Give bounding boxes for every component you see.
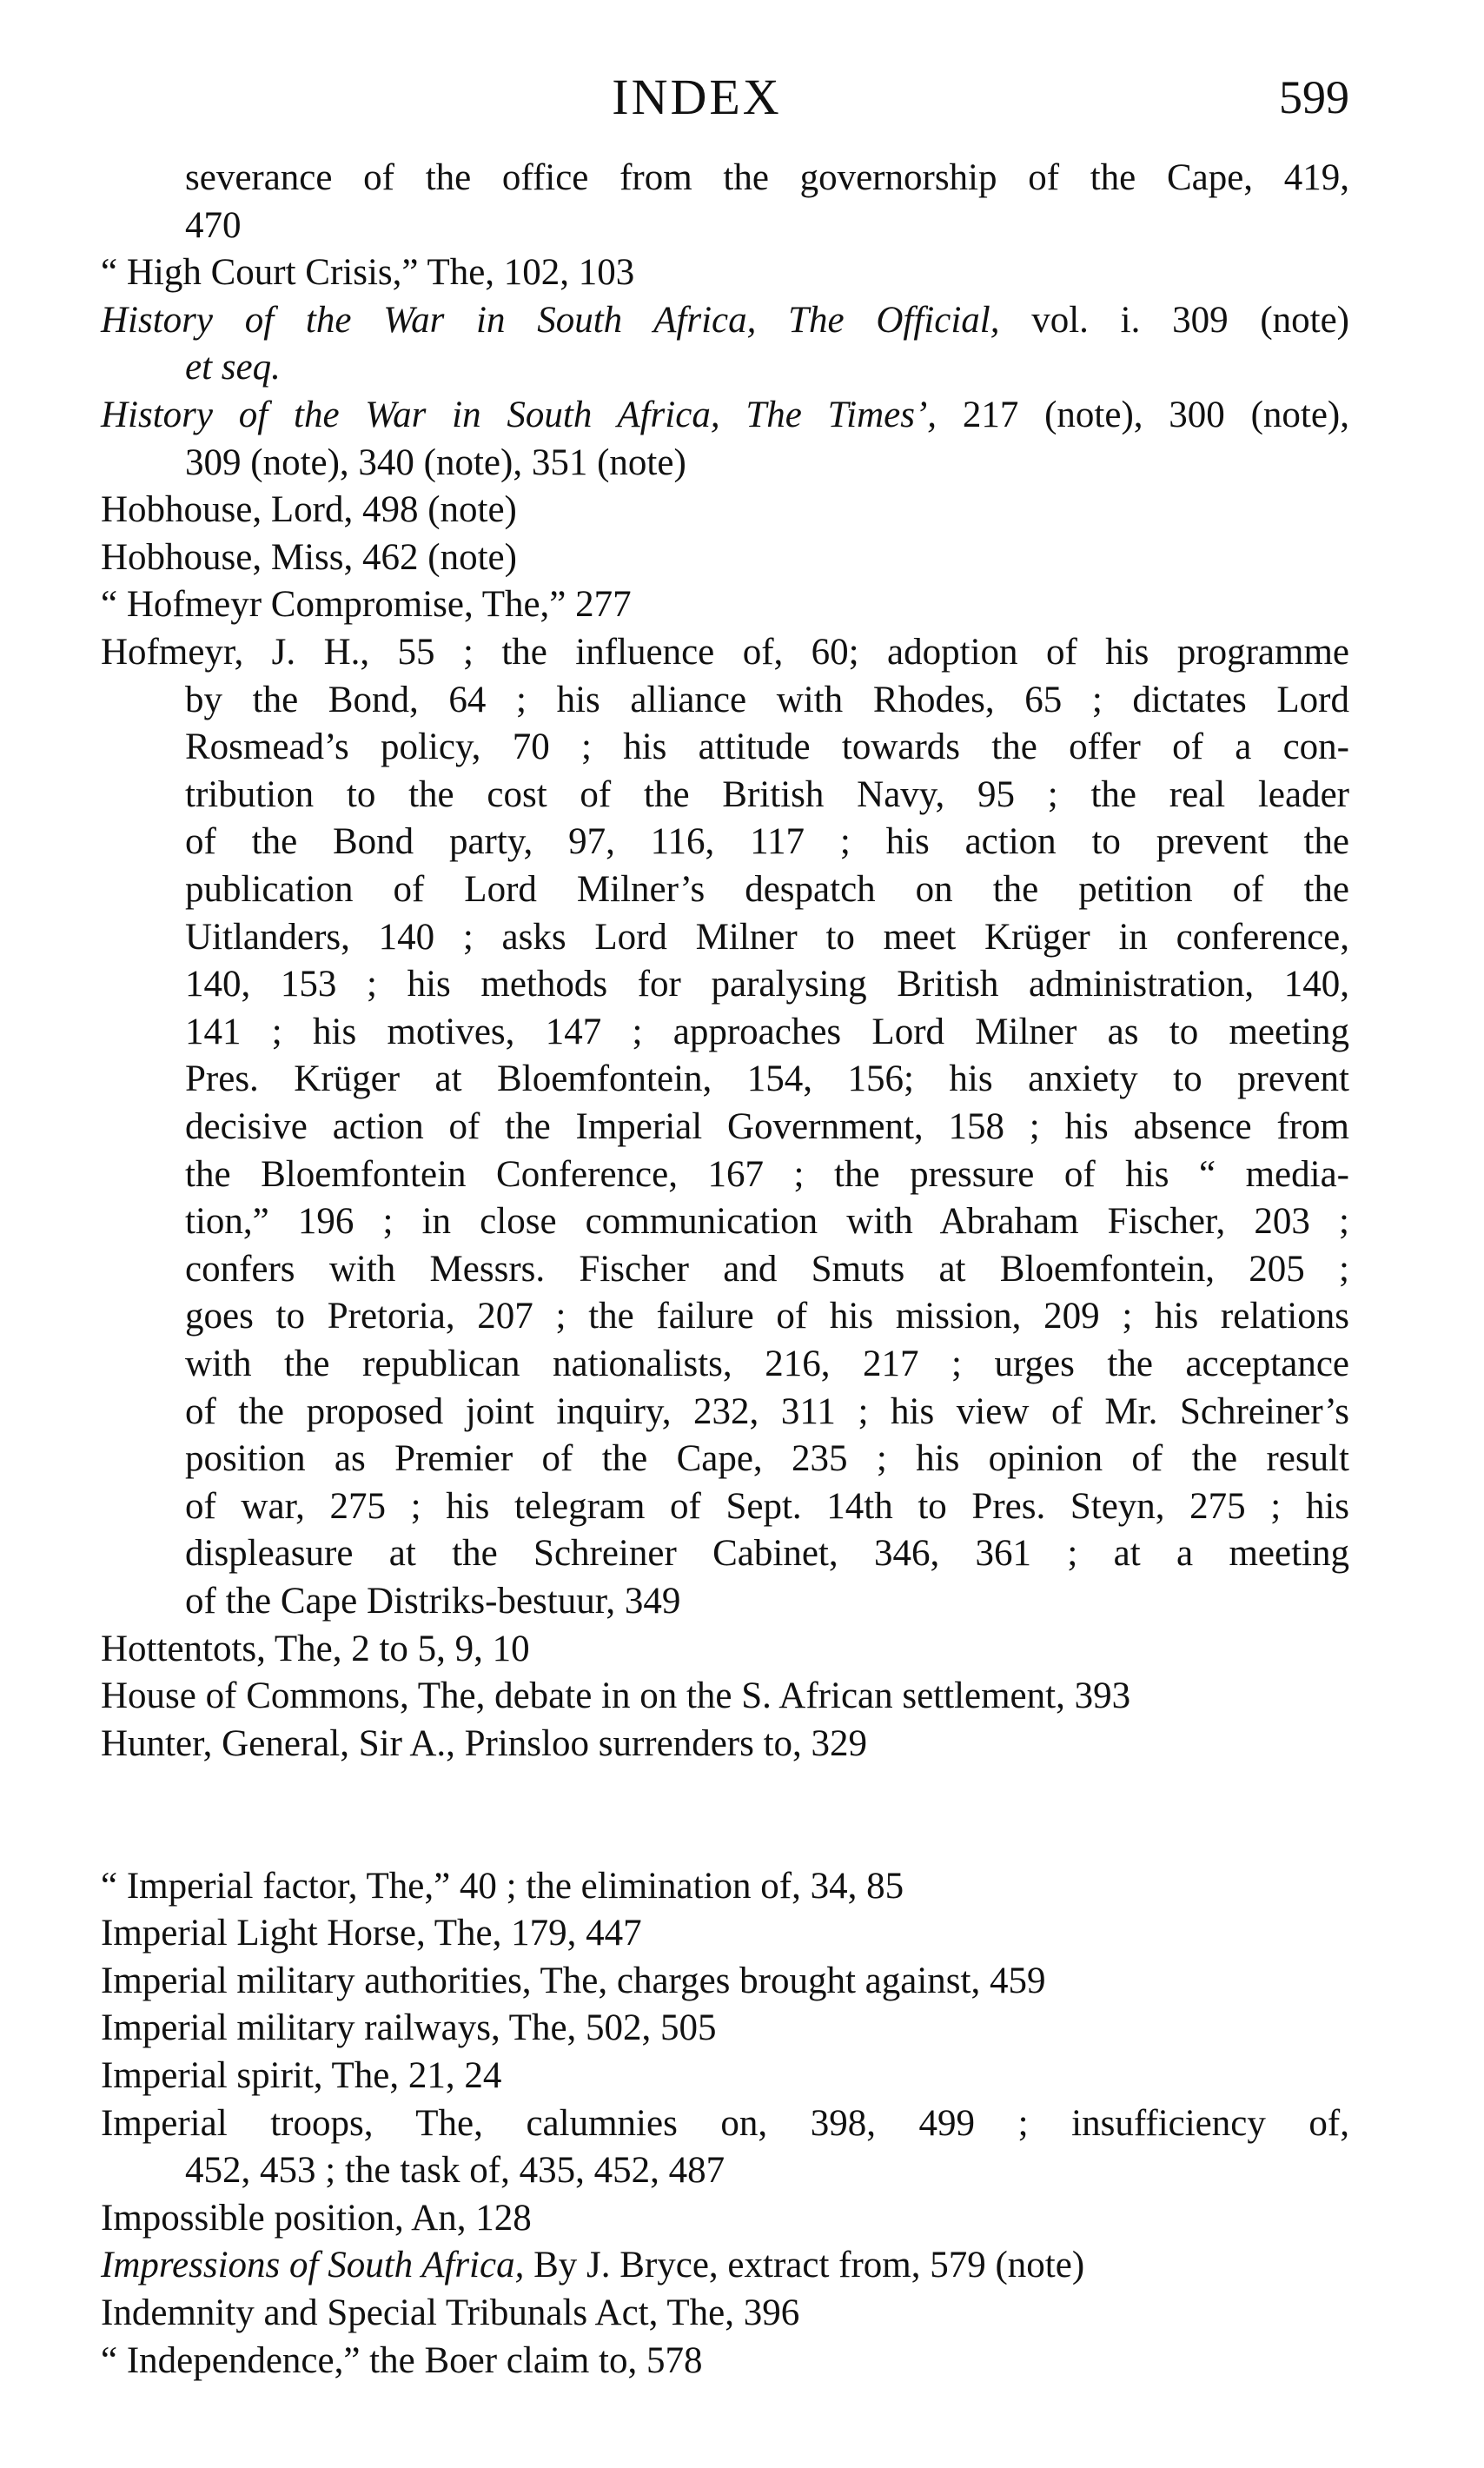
entry-text: by the Bond, 64 ; his alliance with Rhodes, 65 ; dictates Lord — [185, 679, 1349, 720]
entry-text: Indemnity and Special Tribunals Act, The, 396 — [101, 2292, 800, 2333]
work-title: History of the War in South Africa, The Times’, — [101, 395, 937, 435]
index-entry — [101, 1910, 642, 1958]
index-entry-continuation — [185, 202, 242, 250]
index-entry — [101, 392, 1349, 440]
entry-text: Hunter, General, Sir A., Prinsloo surrenders to, 329 — [101, 1722, 868, 1764]
index-entry-continuation — [185, 1246, 1349, 1294]
index-entry — [101, 534, 517, 582]
index-entry-continuation — [185, 1341, 1349, 1389]
index-entry-continuation — [185, 344, 281, 392]
entry-text: 452, 453 ; the task of, 435, 452, 487 — [185, 2150, 725, 2192]
entry-text: Imperial Light Horse, The, 179, 447 — [101, 1913, 642, 1954]
entry-text: goes to Pretoria, 207 ; the failure of his mission, 209 ; his relations — [185, 1296, 1349, 1337]
entry-text: publication of Lord Milner’s despatch on the petition of the — [185, 869, 1349, 910]
index-entry-continuation — [185, 1104, 1349, 1151]
index-entry — [101, 1626, 530, 1674]
index-entry — [101, 1721, 867, 1768]
index-entry-continuation — [185, 866, 1349, 914]
index-entry-continuation — [185, 677, 1349, 725]
index-entry-continuation — [185, 1009, 1349, 1057]
entry-text: Uitlanders, 140 ; asks Lord Milner to meet Krüger in conference, — [185, 916, 1349, 958]
entry-text: decisive action of the Imperial Government, 158 ; his absence from — [185, 1106, 1349, 1147]
work-title: et seq. — [185, 347, 281, 388]
index-entry-continuation — [185, 440, 686, 488]
index-entry-continuation — [185, 1198, 1349, 1246]
entry-text: 217 (note), 300 (note), — [937, 395, 1349, 435]
entry-text: House of Commons, The, debate in on the S. African settlement, 393 — [101, 1675, 1131, 1717]
entry-text: Impossible position, An, 128 — [101, 2197, 532, 2239]
entry-text: By J. Bryce, extract from, 579 (note) — [524, 2245, 1085, 2286]
entry-text: Imperial military authorities, The, charges brought against, 459 — [101, 1960, 1046, 2001]
index-entry-continuation — [185, 1151, 1349, 1199]
entry-text: displeasure at the Schreiner Cabinet, 346, 361 ; at a meeting — [185, 1533, 1349, 1575]
entry-text: with the republican nationalists, 216, 217 ; urges the acceptance — [185, 1343, 1349, 1384]
entry-text: of the proposed joint inquiry, 232, 311 ; his view of Mr. Schreiner’s — [185, 1390, 1349, 1432]
entry-text: Rosmead’s policy, 70 ; his attitude towards the offer of a con- — [185, 726, 1349, 768]
entry-text: “ Imperial factor, The,” 40 ; the elimination of, 34, 85 — [101, 1865, 904, 1907]
index-entry — [101, 581, 632, 629]
entry-text: Hottentots, The, 2 to 5, 9, 10 — [101, 1628, 530, 1669]
index-entry — [101, 2242, 1084, 2290]
index-entry — [101, 629, 1349, 677]
index-entry — [101, 2005, 717, 2053]
running-title: INDEX — [612, 69, 782, 125]
index-entry — [101, 2100, 1349, 2148]
entry-text: of war, 275 ; his telegram of Sept. 14th to Pres. Steyn, 275 ; his — [185, 1485, 1349, 1527]
index-entry-continuation — [185, 961, 1349, 1009]
entry-text: position as Premier of the Cape, 235 ; his opinion of the result — [185, 1438, 1349, 1480]
index-entry-continuation — [185, 1578, 680, 1626]
index-entry — [101, 1958, 1045, 2006]
entry-text: severance of the office from the governorship of the Cape, 419, — [185, 157, 1349, 198]
index-entry-continuation — [185, 819, 1349, 866]
entry-text: Hobhouse, Lord, 498 (note) — [101, 489, 517, 531]
index-entry-continuation — [185, 1530, 1349, 1578]
index-entry-continuation — [185, 1436, 1349, 1483]
index-entry — [101, 297, 1349, 345]
index-entry — [101, 2053, 501, 2100]
index-entry — [101, 487, 517, 534]
entry-text: 141 ; his motives, 147 ; approaches Lord Milner as to meeting — [185, 1011, 1349, 1052]
index-entry — [101, 2338, 703, 2385]
entry-text: 309 (note), 340 (note), 351 (note) — [185, 441, 686, 483]
index-entry-continuation — [185, 1293, 1349, 1341]
page-number: 599 — [1279, 71, 1349, 123]
entry-text: tion,” 196 ; in close communication with Abraham Fischer, 203 ; — [185, 1201, 1349, 1243]
index-entry-continuation — [185, 1056, 1349, 1104]
index-entry — [101, 2290, 799, 2338]
work-title: Impressions of South Africa, — [101, 2245, 525, 2286]
entry-text: the Bloemfontein Conference, 167 ; the pressure of his “ media- — [185, 1153, 1349, 1195]
entry-text: 140, 153 ; his methods for paralysing British administration, 140, — [185, 964, 1349, 1005]
index-entry — [101, 1863, 904, 1911]
entry-text: tribution to the cost of the British Navy, 95 ; the real leader — [185, 773, 1349, 815]
index-entry-continuation — [185, 155, 1349, 202]
entry-text: of the Bond party, 97, 116, 117 ; his action to prevent the — [185, 821, 1349, 863]
index-entry — [101, 2195, 532, 2243]
index-entry — [101, 1673, 1130, 1721]
entry-text: Hobhouse, Miss, 462 (note) — [101, 536, 517, 578]
index-entry-continuation — [185, 1483, 1349, 1531]
entry-text: Pres. Krüger at Bloemfontein, 154, 156; his anxiety to prevent — [185, 1058, 1349, 1100]
index-entry-continuation — [185, 2147, 725, 2195]
index-entry-continuation — [185, 724, 1349, 772]
index-entry-continuation — [185, 1389, 1349, 1436]
entry-text: of the Cape Distriks-bestuur, 349 — [185, 1581, 681, 1622]
entry-text: 470 — [185, 204, 242, 246]
entry-text: Imperial military railways, The, 502, 505 — [101, 2007, 717, 2049]
entry-text: Hofmeyr, J. H., 55 ; the influence of, 60; adoption of his programme — [101, 632, 1349, 673]
entry-text: “ Independence,” the Boer claim to, 578 — [101, 2339, 703, 2381]
entry-text: “ Hofmeyr Compromise, The,” 277 — [101, 584, 632, 626]
index-entry-continuation — [185, 914, 1349, 962]
entry-text: Imperial spirit, The, 21, 24 — [101, 2055, 502, 2096]
entry-text: vol. i. 309 (note) — [999, 299, 1349, 341]
index-entry — [101, 249, 634, 297]
work-title: History of the War in South Africa, The Official, — [101, 299, 1000, 341]
index-entry-continuation — [185, 772, 1349, 819]
entry-text: “ High Court Crisis,” The, 102, 103 — [101, 252, 635, 294]
entry-text: Imperial troops, The, calumnies on, 398, 499 ; insufficiency of, — [101, 2102, 1349, 2144]
entry-text: confers with Messrs. Fischer and Smuts at Bloemfontein, 205 ; — [185, 1248, 1349, 1290]
